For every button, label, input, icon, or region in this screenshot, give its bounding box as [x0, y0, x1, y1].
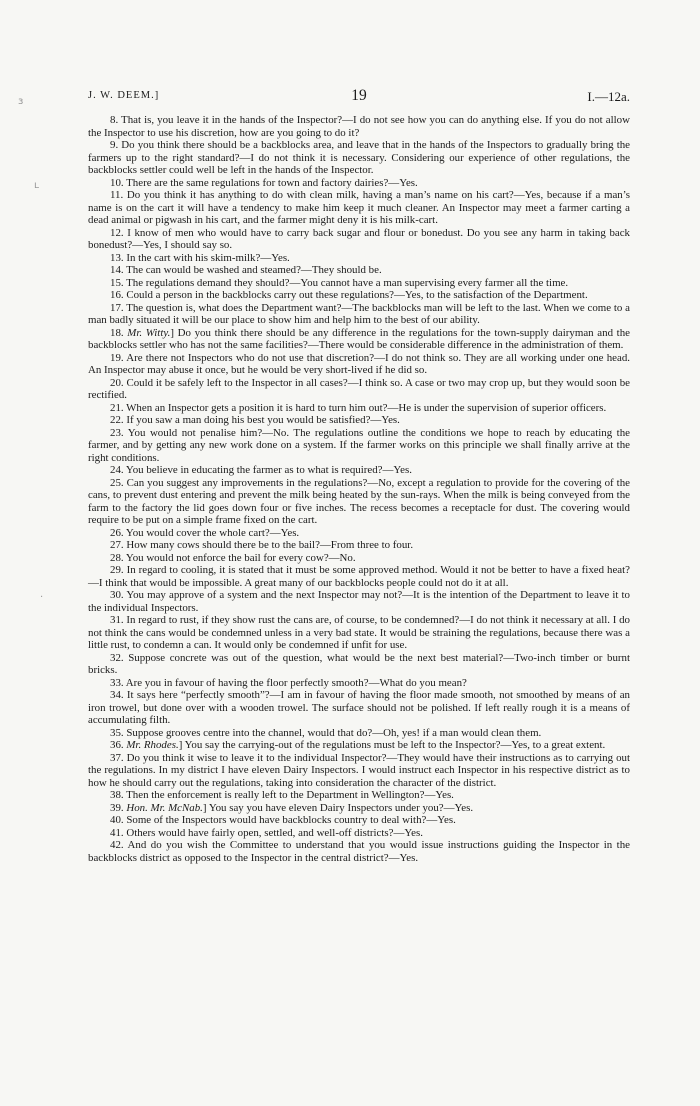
- question-paragraph: 38. Then the enforcement is really left to the Department in Wellington?—Yes.: [110, 789, 454, 801]
- page-header: [88, 87, 630, 108]
- question-paragraph: 17. The question is, what does the Department want?—The backblocks man will be left to the last. When we come to a man badly situated it will be our place to show him and help him to the best of our ability.: [88, 301, 630, 326]
- question-paragraph: 19. Are there not Inspectors who do not use that discretion?—I do not think so. They are all working under one head. An Inspector may abuse it once, but he would be very short-lived if he did so.: [88, 351, 630, 376]
- paragraph-text: ] Do you think there should be any difference in the regulations for the town-supply dairyman and the backblocks settler who has not the same facilities?—There would be considerable difference in the administration of them.: [88, 326, 630, 351]
- question-paragraph: 30. You may approve of a system and the next Inspector may not?—It is the intention of the Department to leave it to the individual Inspectors.: [88, 589, 630, 614]
- question-paragraph: 42. And do you wish the Committee to understand that you would issue instructions guiding the Inspector in the backblocks district as opposed to the Inspector in the central district?—Yes.: [88, 839, 630, 864]
- margin-mark: ·: [40, 592, 44, 603]
- question-paragraph: 12. I know of men who would have to carry back sugar and flour or bonedust. Do you see any harm in taking back bonedust?—Yes, I should say so.: [88, 226, 630, 251]
- question-paragraph: 25. Can you suggest any improvements in the regulations?—No, except a regulation to provide for the covering of the cans, to prevent dust entering and prevent the milk being heated by the sun-rays. When the milk is being conveyed from the farm to the factory the lid goes down four or five inches. The recess becomes a receptacle for dust. The covering would require to be put on a simple frame fixed on the cart.: [88, 476, 630, 526]
- question-paragraph: [88, 327, 630, 352]
- paragraph-number: 39.: [110, 801, 127, 814]
- question-paragraph: [88, 739, 630, 752]
- speaker-name: Mr. Rhodes.: [126, 739, 179, 751]
- question-paragraph: 27. How many cows should there be to the bail?—From three to four.: [110, 539, 414, 551]
- question-paragraph: 20. Could it be safely left to the Inspector in all cases?—I think so. A case or two may crop up, but they would soon be rectified.: [88, 376, 630, 401]
- question-paragraph: [88, 802, 630, 815]
- paragraph-text: ] You say the carrying-out of the regulations must be left to the Inspector?—Yes, to a great extent.: [178, 739, 606, 751]
- question-paragraph: 13. In the cart with his skim-milk?—Yes.: [110, 251, 290, 264]
- header-author: J. W. DEEM.]: [88, 90, 160, 101]
- margin-mark: ɜ: [18, 96, 24, 107]
- question-paragraph: 24. You believe in educating the farmer as to what is required?—Yes.: [110, 464, 412, 476]
- speaker-name: Hon. Mr. McNab.: [126, 801, 203, 814]
- question-paragraph: 28. You would not enforce the bail for every cow?—No.: [110, 551, 356, 564]
- question-paragraph: 32. Suppose concrete was out of the question, what would be the next best material?—Two-inch timber or burnt bricks.: [88, 651, 630, 676]
- paragraph-text: ] You say you have eleven Dairy Inspectors under you?—Yes.: [202, 801, 474, 814]
- question-paragraph: 23. You would not penalise him?—No. The regulations outline the conditions we hope to reach by educating the farmer, and by getting any new work done on a system. If the farmer works on this principle we shall finally arrive at the right conditions.: [88, 426, 630, 464]
- question-paragraph: 33. Are you in favour of having the floor perfectly smooth?—What do you mean?: [110, 676, 467, 689]
- paragraph-number: 18.: [110, 326, 128, 339]
- question-paragraph: 41. Others would have fairly open, settled, and well-off districts?—Yes.: [110, 826, 423, 839]
- question-paragraph: 26. You would cover the whole cart?—Yes.: [110, 526, 300, 539]
- question-paragraph: 10. There are the same regulations for town and factory dairies?—Yes.: [110, 176, 418, 189]
- page-number: 19: [351, 87, 367, 104]
- question-paragraph: 22. If you saw a man doing his best you would be satisfied?—Yes.: [110, 414, 400, 426]
- question-paragraph: 8. That is, you leave it in the hands of the Inspector?—I do not see how you can do anything else. If you do not allow the Inspector to use his discretion, how are you going to do it?: [88, 114, 630, 139]
- question-paragraph: 16. Could a person in the backblocks carry out these regulations?—Yes, to the satisfaction of the Department.: [110, 289, 588, 301]
- question-paragraph: 31. In regard to rust, if they show rust the cans are, of course, to be condemned?—I do not think it necessary at all. I do not think the cans would be condemned unless in a very bad state. It would be straining the regulations, because there was a little rust, to condemn a can. It would only be condemned if unfit for use.: [88, 614, 630, 651]
- question-paragraph: 34. It says here “perfectly smooth”?—I am in favour of having the floor made smooth, not smoothed by means of an iron trowel, but done over with a wooden trowel. The surface should not be polished. If left really rough it is a means of accumulating filth.: [88, 689, 630, 726]
- question-paragraph: 11. Do you think it has anything to do with clean milk, having a man’s name on his cart?—Yes, because if a man’s name is on the cart it will have a tendency to make him keep it much cleaner. An Inspector may meet a farmer carting a dead animal or pigwash in his cart, and the farmer might deny it is his milk-cart.: [88, 189, 630, 226]
- question-paragraph: 14. The can would be washed and steamed?—They should be.: [110, 264, 382, 276]
- question-paragraph: 29. In regard to cooling, it is stated that it must be some approved method. Would it not be better to have a fixed heat?—I think that would be impossible. A great many of our backblocks people could not do it at all.: [88, 564, 630, 589]
- testimony-text: [88, 114, 630, 864]
- question-paragraph: 35. Suppose grooves centre into the channel, would that do?—Oh, yes! if a man would clean them.: [110, 726, 542, 739]
- question-paragraph: 40. Some of the Inspectors would have backblocks country to deal with?—Yes.: [110, 814, 456, 826]
- speaker-name: Mr. Witty.: [127, 326, 171, 339]
- question-paragraph: 21. When an Inspector gets a position it is hard to turn him out?—He is under the supervision of superior officers.: [110, 401, 607, 414]
- paragraph-number: 36.: [110, 739, 127, 751]
- question-paragraph: 9. Do you think there should be a backblocks area, and leave that in the hands of the Inspectors to gradually bring the farmers up to the right standard?—I do not think it is necessary. Considering our experience of other regulations, the backblocks settler could well be left in the hands of the Inspector.: [88, 139, 630, 176]
- document-code: I.—12a.: [587, 89, 630, 104]
- question-paragraph: 15. The regulations demand they should?—You cannot have a man supervising every farmer all the time.: [110, 276, 569, 289]
- question-paragraph: 37. Do you think it wise to leave it to the individual Inspector?—They would have their instructions as to carrying out the regulations. In my district I have eleven Dairy Inspectors. I would instruct each Inspector in his respective district as to how he should carry out the regulations, taking into consideration the character of the district.: [88, 751, 630, 789]
- margin-mark: ʟ: [34, 180, 40, 191]
